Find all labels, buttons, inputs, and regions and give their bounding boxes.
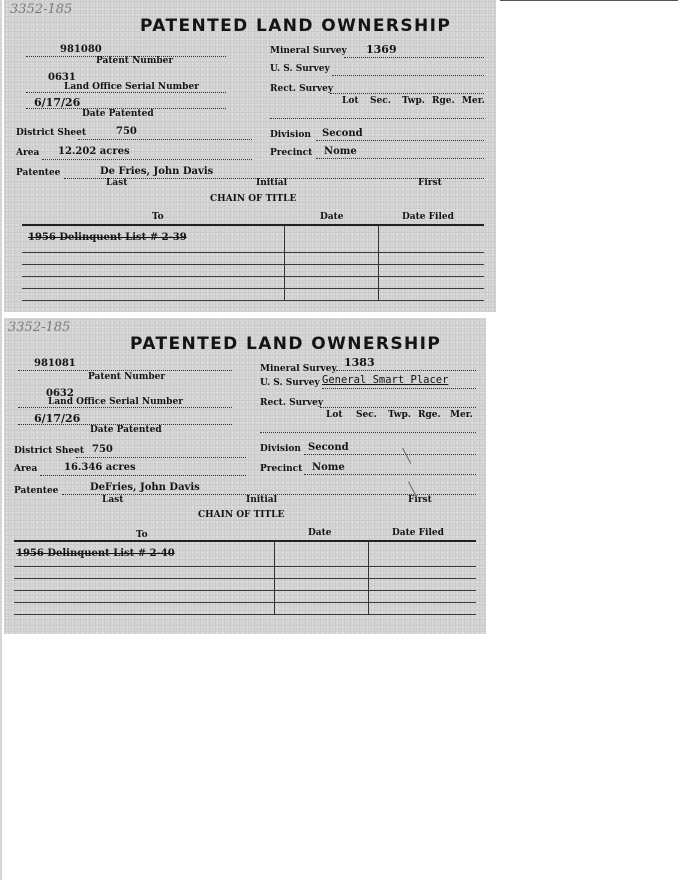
area-label: Area — [16, 148, 40, 158]
serial-number-label: Land Office Serial Number — [64, 82, 199, 92]
date-patented-value: 6/17/26 — [34, 412, 81, 425]
name-part-first: First — [418, 178, 442, 188]
chain-col-date: Date — [308, 528, 332, 538]
district-sheet-value: 750 — [116, 126, 137, 137]
patent-number-label: Patent Number — [96, 56, 174, 66]
date-patented-label: Date Patented — [82, 109, 154, 119]
date-patented-value: 6/17/26 — [34, 96, 81, 109]
rect-col-sec: Sec. — [356, 410, 377, 420]
mineral-survey-value: 1383 — [344, 356, 375, 369]
chain-col-to: To — [152, 212, 164, 222]
division-label: Division — [270, 130, 311, 140]
us-survey-label: U. S. Survey — [260, 378, 320, 388]
name-part-initial: Initial — [256, 178, 287, 188]
rect-col-rge: Rge. — [418, 410, 441, 420]
area-label: Area — [14, 464, 38, 474]
chain-entry-1: 1956 Delinquent List # 2-40 — [16, 548, 175, 559]
ownership-card-1 — [4, 0, 496, 312]
rect-survey-label: Rect. Survey — [260, 398, 324, 408]
mineral-survey-label: Mineral Survey — [270, 46, 347, 56]
patent-number-value: 981080 — [60, 44, 102, 55]
division-value: Second — [322, 128, 363, 139]
us-survey-label: U. S. Survey — [270, 64, 330, 74]
district-sheet-label: District Sheet — [16, 128, 87, 138]
pencil-mark — [402, 448, 411, 464]
chain-col-date-filed: Date Filed — [402, 212, 454, 222]
chain-entry-1: 1956 Delinquent List # 2-39 — [28, 232, 187, 243]
division-value: Second — [308, 442, 349, 453]
name-part-last: Last — [106, 178, 128, 188]
area-value: 16.346 acres — [64, 462, 136, 473]
chain-col-date-filed: Date Filed — [392, 528, 444, 538]
chain-of-title-heading: CHAIN OF TITLE — [210, 194, 297, 204]
name-part-initial: Initial — [246, 495, 277, 505]
rect-col-mer: Mer. — [450, 410, 473, 420]
us-survey-value: General Smart Placer — [322, 374, 449, 386]
card-title: PATENTED LAND OWNERSHIP — [130, 334, 442, 354]
rect-col-twp: Twp. — [388, 410, 411, 420]
mineral-survey-label: Mineral Survey — [260, 364, 337, 374]
handwritten-card-id: 3352-185 — [10, 2, 73, 17]
precinct-label: Precinct — [270, 148, 313, 158]
rect-col-lot: Lot — [342, 96, 359, 106]
rect-col-twp: Twp. — [402, 96, 425, 106]
district-sheet-label: District Sheet — [14, 446, 85, 456]
ownership-card-2 — [4, 318, 486, 634]
precinct-label: Precinct — [260, 464, 303, 474]
patentee-label: Patentee — [14, 486, 59, 496]
patentee-value: De Fries, John Davis — [100, 166, 214, 177]
rect-col-mer: Mer. — [462, 96, 485, 106]
division-label: Division — [260, 444, 301, 454]
chain-col-date: Date — [320, 212, 344, 222]
patentee-label: Patentee — [16, 168, 61, 178]
patent-number-value: 981081 — [34, 358, 76, 369]
name-part-first: First — [408, 495, 432, 505]
precinct-value: Nome — [312, 462, 345, 473]
district-sheet-value: 750 — [92, 444, 113, 455]
mineral-survey-value: 1369 — [366, 43, 397, 56]
serial-number-value: 0631 — [48, 72, 76, 83]
rect-col-rge: Rge. — [432, 96, 455, 106]
rect-col-lot: Lot — [326, 410, 343, 420]
page-edge — [0, 0, 2, 880]
card-title: PATENTED LAND OWNERSHIP — [140, 16, 452, 36]
name-part-last: Last — [102, 495, 124, 505]
serial-number-label: Land Office Serial Number — [48, 397, 183, 407]
rect-survey-label: Rect. Survey — [270, 84, 334, 94]
chain-col-to: To — [136, 530, 148, 540]
patent-number-label: Patent Number — [88, 372, 166, 382]
page-top-rule — [500, 0, 678, 1]
precinct-value: Nome — [324, 146, 357, 157]
handwritten-card-id: 3352-185 — [8, 320, 71, 335]
serial-number-value: 0632 — [46, 388, 74, 399]
area-value: 12.202 acres — [58, 146, 130, 157]
chain-of-title-heading: CHAIN OF TITLE — [198, 510, 285, 520]
date-patented-label: Date Patented — [90, 425, 162, 435]
patentee-value: DeFries, John Davis — [90, 482, 200, 493]
rect-col-sec: Sec. — [370, 96, 391, 106]
